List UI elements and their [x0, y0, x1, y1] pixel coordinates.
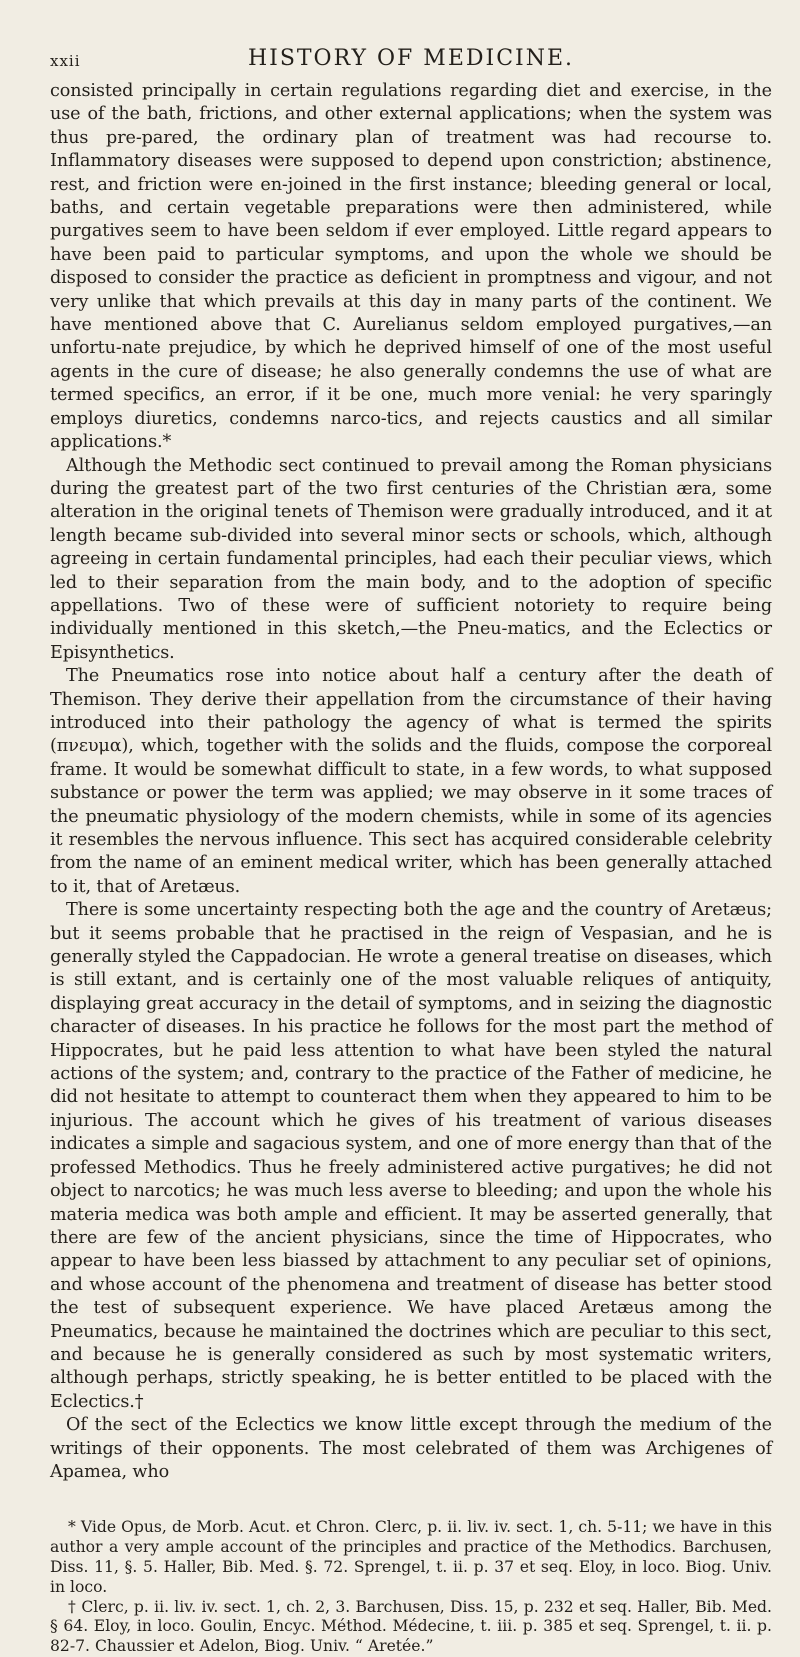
paragraph-pneumatics: The Pneumatics rose into notice about half a century after the death of Themison. They derive their appellation from the circumstance of their having introduced into their pathology the agency of what is termed the spirits (πνευμα), which, together with the solids and the fluids, compose the corporeal frame. It would be somewhat difficult to state, in a few words, to what supposed substance or power the term was applied; we may observe in it some traces of the pneumatic physiology of the modern chemists, while in some of its agencies it resembles the nervous influence. This sect has acquired considerable celebrity from the name of an eminent medical writer, which has been generally attached to it, that of Aretæus.	[50, 666, 772, 897]
paragraph-methodic-treatment: consisted principally in certain regulations regarding diet and exercise, in the use of the bath, frictions, and other external applications; when the system was thus pre-pared, the ordinary plan of treatment was had recourse to. Inflammatory diseases were supposed to depend upon constriction; abstinence, rest, and friction were en-joined in the first instance; bleeding general or local, baths, and certain vegetable preparations were then administered, while purgatives seem to have been seldom if ever employed. Little regard appears to have been paid to particular symptoms, and upon the whole we should be disposed to consider the practice as deficient in promptness and vigour, and not very unlike that which prevails at this day in many parts of the continent. We have mentioned above that C. Aurelianus seldom employed purgatives,—an unfortu-nate prejudice, by which he deprived himself of one of the most useful agents in the cure of disease; he also generally condemns the use of what are termed specifics, an error, if it be one, much more venial: he very sparingly employs diuretics, condemns narco-tics, and rejects caustics and all similar applications.*	[50, 81, 772, 453]
paragraph-aretaeus: There is some uncertainty respecting both the age and the country of Aretæus; but it seems probable that he practised in the reign of Vespasian, and he is generally styled the Cappadocian. He wrote a general treatise on diseases, which is still extant, and is certainly one of the most valuable reliques of antiquity, displaying great accuracy in the detail of symptoms, and in seizing the diagnostic character of diseases. In his practice he follows for the most part the method of Hippocrates, but he paid less attention to what have been styled the natural actions of the system; and, contrary to the practice of the Father of medicine, he did not hesitate to attempt to counteract them when they appeared to him to be injurious. The account which he gives of his treatment of various diseases indicates a simple and sagacious system, and one of more energy than that of the professed Methodics. Thus he freely administered active purgatives; he did not object to narcotics; he was much less averse to bleeding; and upon the whole his materia medica was both ample and efficient. It may be asserted generally, that there are few of the ancient physicians, since the time of Hippocrates, who appear to have been less biassed by attachment to any peculiar set of opinions, and whose account of the phenomena and treatment of disease has better stood the test of subsequent experience. We have placed Aretæus among the Pneumatics, because he maintained the doctrines which are peculiar to this sect, and because he is generally considered as such by most systematic writers, although perhaps, strictly speaking, he is better entitled to be placed with the Eclectics.†	[50, 900, 772, 1412]
running-title: HISTORY OF MEDICINE.	[247, 46, 575, 71]
paragraph-eclectics: Of the sect of the Eclectics we know little except through the medium of the writings of their opponents. The most celebrated of them was Archigenes of Apamea, who	[50, 1415, 772, 1482]
page-number: xxii	[50, 52, 81, 70]
page-header	[50, 46, 772, 74]
footnotes	[50, 1518, 772, 1657]
paragraph-methodic-subdivision: Although the Methodic sect continued to prevail among the Roman physicians during the greatest part of the two first centuries of the Christian æra, some alteration in the original tenets of Themison were gradually introduced, and it at length became sub-divided into several minor sects or schools, which, although agreeing in certain fundamental principles, had each their peculiar views, which led to their separation from the main body, and to the adoption of specific appellations. Two of these were of sufficient notoriety to require being individually mentioned in this sketch,—the Pneu-matics, and the Eclectics or Episynthetics.	[50, 455, 772, 663]
footnote-dagger: † Clerc, p. ii. liv. iv. sect. 1, ch. 2, 3. Barchusen, Diss. 15, p. 232 et seq. Haller, Bib. Med. § 64. Eloy, in loco. Goulin, Encyc. Méthod. Médecine, t. iii. p. 385 et seq. Sprengel, t. ii. p. 82-7. Chaussier et Adelon, Biog. Univ. “ Aretée.”	[50, 1597, 772, 1656]
footnote-asterisk: * Vide Opus, de Morb. Acut. et Chron. Clerc, p. ii. liv. iv. sect. 1, ch. 5-11; we have in this author a very ample account of the principles and practice of the Methodics. Barchusen, Diss. 11, §. 5. Haller, Bib. Med. §. 72. Sprengel, t. ii. p. 37 et seq. Eloy, in loco. Biog. Univ. in loco.	[50, 1518, 772, 1596]
main-text	[50, 80, 772, 1484]
